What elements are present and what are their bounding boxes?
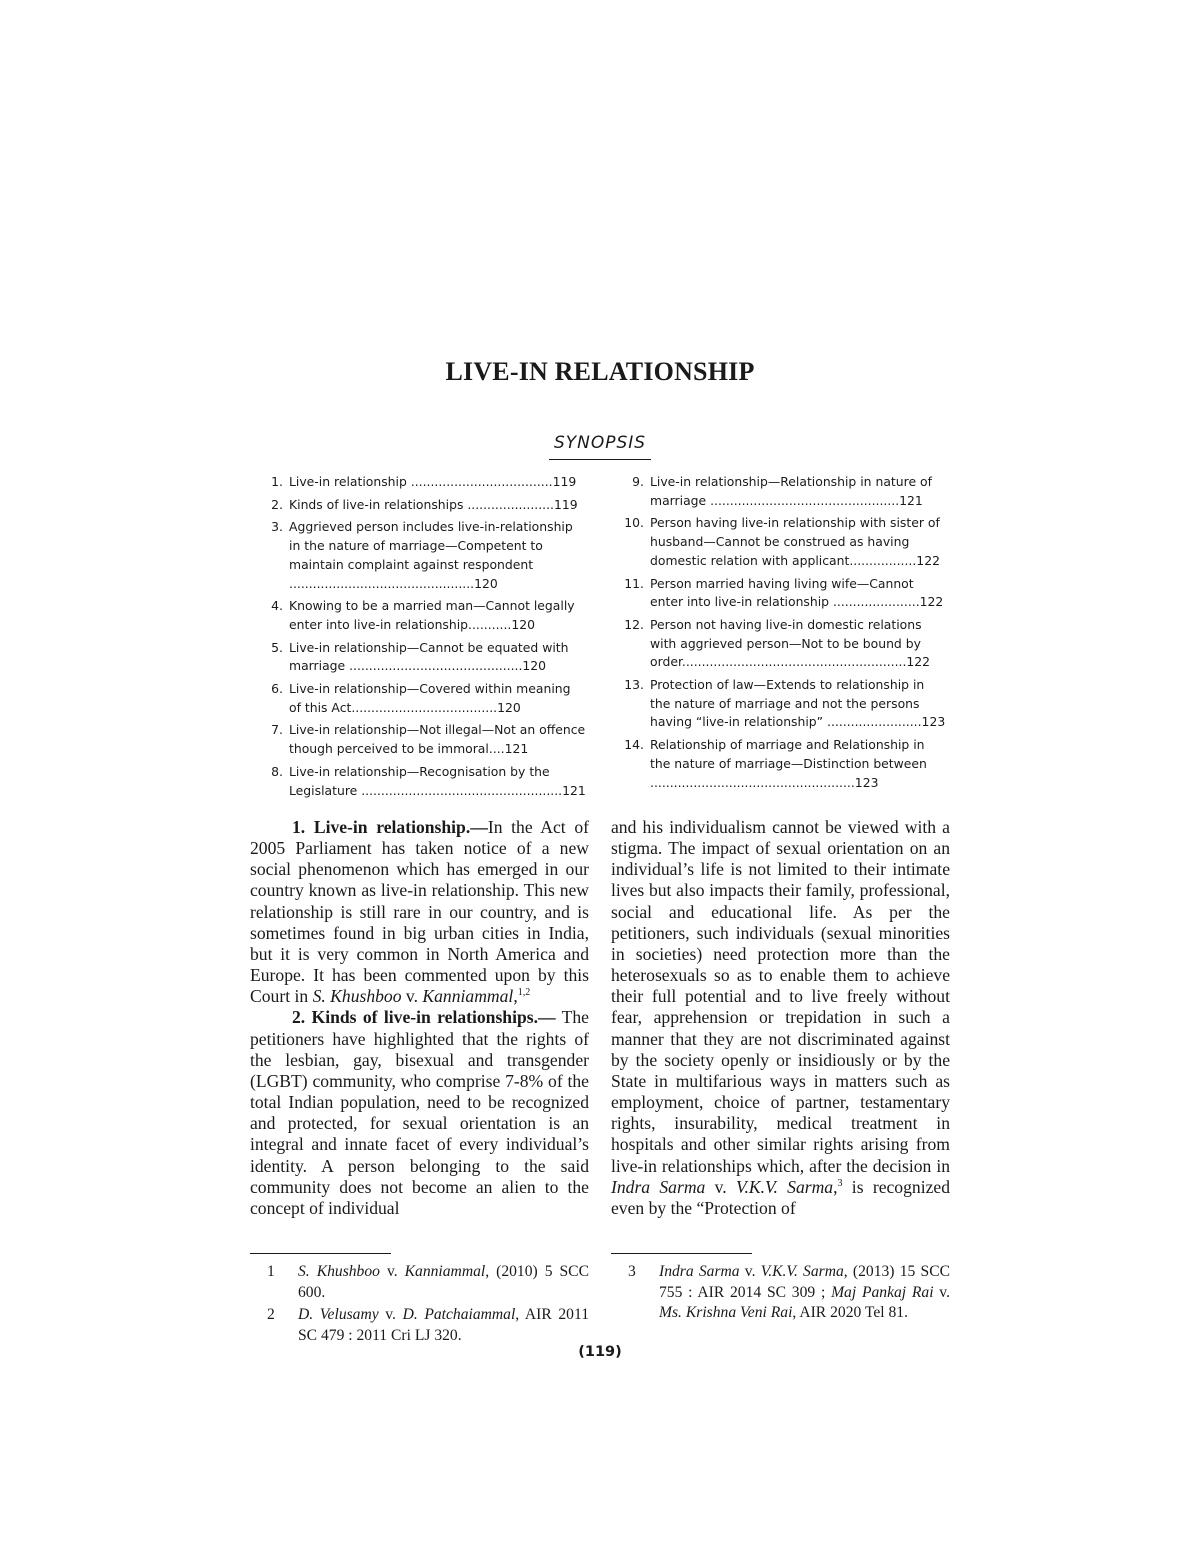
paragraph-text: The petitioners have highlighted that the rights of the lesbian, gay, bisexual and transgender (LGBT) community, who comprise 7-8% of the total Indian population, need to be recognized and protected, for sexual orientation is an integral and innate facet of every individual’s identity. A person belonging to the said community does not become an alien to the concept of individual	[250, 1007, 589, 1218]
citation: , (2010) 5 SCC 600.	[298, 1263, 589, 1301]
footnote	[250, 1305, 589, 1346]
synopsis-entry	[268, 680, 586, 717]
synopsis-list-left	[268, 473, 586, 804]
synopsis-entry-number: 13.	[624, 677, 644, 693]
synopsis-entry-text: Person having live-in relationship with sister of husband—Cannot be construed as having domestic relation with applicant.................122	[650, 515, 940, 568]
synopsis-entry-number: 14.	[624, 737, 644, 753]
paragraph-heading: 2. Kinds of live-in relationships.—	[292, 1007, 556, 1028]
synopsis-entry-text: Relationship of marriage and Relationship in the nature of marriage—Distinction between ....................................................123	[650, 737, 927, 790]
synopsis-entry	[268, 763, 586, 800]
synopsis-entry-number: 10.	[624, 515, 644, 531]
synopsis-entry-text: Live-in relationship—Covered within meaning of this Act.....................................120	[289, 681, 571, 715]
paragraph-live-in-relationship	[250, 817, 589, 1007]
punctuation: ,	[513, 986, 518, 1007]
synopsis-entry	[622, 616, 948, 672]
synopsis-entry-number: 5.	[271, 639, 283, 655]
footnote-number: 2	[267, 1306, 275, 1323]
footnote-number: 3	[628, 1263, 636, 1280]
footnote-reference: 3	[837, 1177, 843, 1189]
synopsis-entry-number: 1.	[271, 474, 283, 489]
synopsis-entry-number: 7.	[271, 722, 283, 738]
case-name: D. Velusamy	[298, 1306, 379, 1323]
synopsis-entry	[622, 575, 948, 612]
footnote-text	[298, 1262, 589, 1303]
case-name: V.K.V. Sarma	[735, 1176, 834, 1197]
footnote	[611, 1262, 950, 1324]
body-column-left	[250, 817, 589, 1219]
case-name: Kanniammal	[422, 986, 514, 1007]
case-name: D. Patchaiammal	[402, 1306, 516, 1323]
citation: , AIR 2020 Tel 81.	[792, 1304, 908, 1321]
page-number: (119)	[578, 1344, 622, 1360]
synopsis-entry	[268, 496, 586, 515]
synopsis-entry-number: 2.	[271, 496, 283, 512]
footnote-separator	[611, 1253, 752, 1254]
synopsis-entry	[268, 639, 586, 676]
synopsis-entry-number: 3.	[271, 519, 283, 535]
synopsis-entry	[268, 473, 586, 492]
versus-text: v.	[401, 986, 423, 1007]
synopsis-entry-text: Live-in relationship—Recognisation by the Legislature ...................................................121	[289, 763, 586, 798]
synopsis-entry-text: Live-in relationship—Not illegal—Not an offence though perceived to be immoral....121	[289, 722, 586, 757]
paragraph-kinds-of-relationships	[250, 1007, 589, 1219]
footnote-separator	[250, 1253, 391, 1254]
footnote-reference: 1,2	[517, 987, 531, 999]
body-column-right	[611, 817, 950, 1219]
versus-text: v.	[739, 1263, 761, 1280]
versus-text: v.	[379, 1263, 405, 1280]
paragraph-text: and his individualism cannot be viewed with a stigma. The impact of sexual orientation on an individual’s life is not limited to their intimate lives but also impacts their family, professional, social and educational life. As per the petitioners, such individuals (sexual minorities in societies) need protection more than the heterosexuals so as to enable them to achieve their full potential and to live freely without fear, apprehension or trepidation in such a manner that they are not discriminated against by the society openly or insidiously or by the State in multifarious ways in matters such as employment, choice of partner, testamentary rights, insurability, medical treatment in hospitals and other similar rights arising from live-in relationships which, after the decision in	[611, 817, 950, 1176]
case-name: Indra Sarma	[611, 1176, 706, 1197]
synopsis-entry-text: Protection of law—Extends to relationship in the nature of marriage and not the persons having “live-in relationship” ........................123	[650, 677, 946, 730]
footnote-text	[298, 1305, 589, 1346]
case-name: V.K.V. Sarma	[760, 1263, 844, 1280]
synopsis-entry	[268, 721, 586, 758]
footnotes-right	[611, 1262, 950, 1326]
synopsis-entry-number: 4.	[271, 598, 283, 614]
footnote	[250, 1262, 589, 1303]
synopsis-entry-text: Aggrieved person includes live-in-relationship in the nature of marriage—Competent to maintain complaint against respondent ...............................................120	[289, 519, 573, 591]
synopsis-list-right	[622, 473, 948, 796]
chapter-title: LIVE-IN RELATIONSHIP	[445, 357, 755, 386]
synopsis-entry-text: Live-in relationship—Cannot be equated with marriage ............................................120	[289, 639, 569, 674]
paragraph-heading: 1. Live-in relationship.—	[292, 817, 488, 837]
synopsis-underline	[549, 459, 651, 460]
synopsis-entry-number: 12.	[624, 616, 644, 632]
synopsis-entry-number: 11.	[624, 575, 644, 591]
case-name: S. Khushboo	[298, 1263, 380, 1280]
citation: , (2013) 15 SCC 755 : AIR 2014 SC 309 ;	[659, 1263, 950, 1301]
paragraph-continuation	[611, 817, 950, 1219]
paragraph-text: In the Act of 2005 Parliament has taken notice of a new social phenomenon which has emerged in our country known as live-in relationship. This new relationship is still rare in our country, and is sometimes found in big urban cities in India, but it is very common in North America and Europe. It has been commented upon by this Court in	[250, 817, 589, 1007]
case-name: Maj Pankaj Rai	[831, 1283, 934, 1301]
synopsis-entry-text: Person married having living wife—Cannot enter into live-in relationship ......................122	[650, 575, 944, 610]
synopsis-entry	[622, 736, 948, 792]
synopsis-entry-text: Kinds of live-in relationships ......................119	[289, 496, 578, 512]
synopsis-entry	[622, 473, 948, 510]
synopsis-entry	[268, 518, 586, 593]
synopsis-entry-number: 6.	[271, 681, 283, 697]
synopsis-heading: SYNOPSIS	[553, 433, 647, 453]
citation: , AIR 2011 SC 479 : 2011 Cri LJ 320.	[298, 1306, 589, 1344]
synopsis-entry-text: Person not having live-in domestic relations with aggrieved person—Not to be bound by order.........................................................122	[650, 616, 931, 670]
synopsis-entry-number: 9.	[632, 474, 644, 489]
case-name: Ms. Krishna Veni Rai	[659, 1304, 793, 1321]
synopsis-entry	[268, 597, 586, 634]
synopsis-entry	[622, 514, 948, 570]
synopsis-entry-text: Knowing to be a married man—Cannot legally enter into live-in relationship...........120	[289, 598, 575, 632]
case-name: Indra Sarma	[659, 1263, 740, 1280]
footnotes-left	[250, 1262, 589, 1348]
synopsis-entry	[622, 676, 948, 732]
paragraph-text-end: is recognized even by the “Protection of	[611, 1176, 950, 1218]
footnote-text	[659, 1262, 950, 1324]
punctuation: ,	[833, 1176, 838, 1197]
synopsis-entry-text: Live-in relationship ....................................119	[289, 474, 577, 489]
versus-text: v.	[933, 1283, 950, 1301]
case-name: Kanniammal	[404, 1263, 486, 1280]
case-name: S. Khushboo	[312, 986, 402, 1007]
synopsis-entry-text: Live-in relationship—Relationship in nature of marriage ................................................121	[650, 474, 932, 508]
synopsis-entry-number: 8.	[271, 763, 283, 779]
versus-text: v.	[378, 1306, 403, 1323]
versus-text: v.	[705, 1176, 736, 1197]
footnote-number: 1	[267, 1263, 275, 1280]
